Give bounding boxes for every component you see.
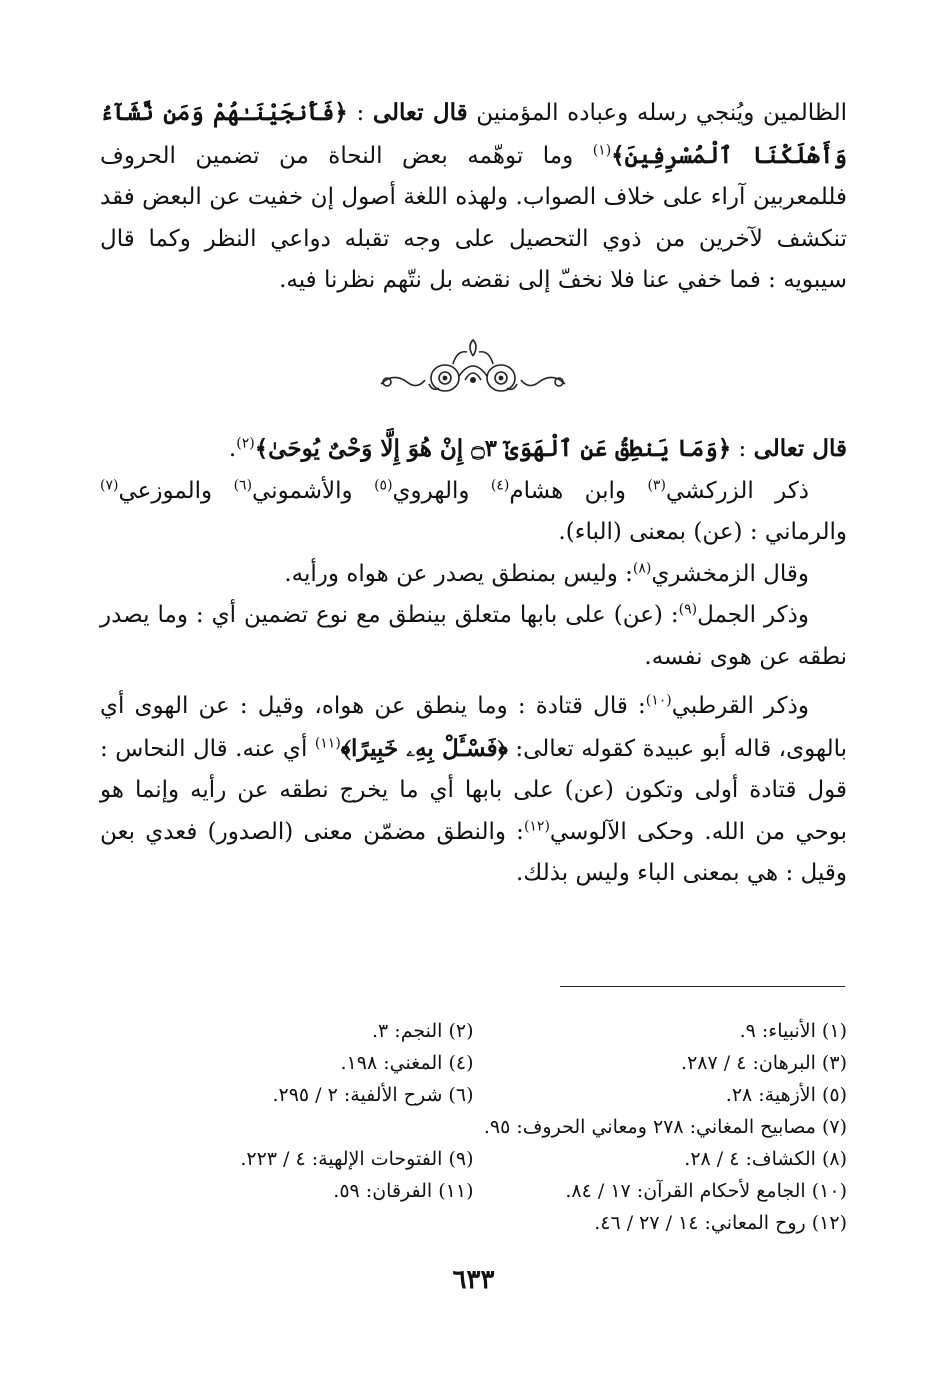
footnote-row xyxy=(100,1015,847,1047)
text-run: : xyxy=(731,436,754,462)
text-run: والموزعي xyxy=(118,477,234,504)
main-discussion xyxy=(100,428,847,895)
verse-line xyxy=(100,428,847,471)
ornament-divider xyxy=(373,336,573,400)
footnote-row xyxy=(100,1079,847,1111)
footnote: (٥) الأزهية: ٢٨. xyxy=(725,1084,847,1106)
quran-verse: ﴿فَسْـَٔلْ بِهِۦ خَبِيرًا﴾ xyxy=(340,734,508,762)
footnote: (٣) البرهان: ٤ / ٢٨٧. xyxy=(681,1052,847,1074)
text-run: : قال قتادة : وما ينطق عن هواه، وقيل : عن الهوى أي بالهوى، قاله أبو عبيدة كقوله تعالى: xyxy=(100,693,847,762)
text-run: : وليس بمنطق يصدر عن هواه ورأيه. xyxy=(284,560,633,587)
footnote-ref: (١) xyxy=(592,141,612,158)
paragraph xyxy=(100,686,847,895)
footnote: (١١) الفرقان: ٥٩. xyxy=(333,1180,474,1202)
footnote-ref: (٥) xyxy=(374,476,393,493)
text-run: : والنطق مضمّن معنى (الصدور) فعدي بعن وقيل : هي بمعنى الباء وليس بذلك. xyxy=(100,818,847,886)
text-run: : xyxy=(347,100,373,126)
footnote-ref: (١١) xyxy=(314,734,341,751)
footnote-ref: (٤) xyxy=(490,476,510,493)
footnote-ref: (١٠) xyxy=(645,692,672,709)
footnote: (٤) المغني: ١٩٨. xyxy=(340,1052,474,1074)
footnote: (٧) مصابيح المغاني: ٢٧٨ ومعاني الحروف: ٩٥. xyxy=(483,1116,847,1138)
footnote: (١٢) روح المعاني: ١٤ / ٢٧ / ٤٦. xyxy=(594,1212,847,1234)
footnote-ref: (٦) xyxy=(233,476,253,493)
footnote-ref: (٨) xyxy=(632,559,652,576)
opening-paragraph xyxy=(100,92,847,302)
footnote-ref: (٧) xyxy=(100,476,119,493)
footnote: (١٠) الجامع لأحكام القرآن: ١٧ / ٨٤. xyxy=(565,1180,847,1202)
text-run: وما توهّمه بعض النحاة من تضمين الحروف فللمعربين آراء على خلاف الصواب. ولهذه اللغة أصول إن خفيت عن البعض فقد تنكشف لآخرين من ذوي التحصيل على وجه تقبله دواعي النظر وكما قال سيبويه : فما خفي عنا فلا نخفّ إلى نقضه بل نتّهم نظرنا فيه. xyxy=(100,142,847,293)
footnote-separator xyxy=(560,986,845,987)
text-run: . xyxy=(228,436,237,462)
text-run: وذكر الجمل xyxy=(697,602,809,628)
bold-heading-run: قال تعالى xyxy=(753,435,847,462)
text-run: وابن هشام xyxy=(509,477,648,504)
footnote-ref: (٩) xyxy=(678,601,698,618)
footnote-ref: (١٢) xyxy=(523,817,550,834)
page-number: ٦٣٣ xyxy=(452,1265,495,1295)
text-run: وذكر القرطبي xyxy=(671,693,809,719)
paragraph xyxy=(100,554,847,596)
footnote-ref: (٢) xyxy=(236,435,255,452)
text-run: : (عن) على بابها متعلق بينطق مع نوع تضمين أي : وما يصدر نطقه عن هوى نفسه. xyxy=(100,602,847,670)
footnote-row xyxy=(100,1111,847,1143)
footnotes xyxy=(100,1015,847,1239)
footnote: (٨) الكشاف: ٤ / ٢٨. xyxy=(684,1148,847,1170)
paragraph xyxy=(100,595,847,678)
paragraph xyxy=(100,471,847,554)
text-run: والرماني : (عن) بمعنى (الباء). xyxy=(558,519,847,545)
footnote-row xyxy=(100,1207,847,1239)
text-run: أي عنه. قال النحاس : قول قتادة أولى وتكون (عن) على بابها أي ما يخرج نطقه عن رأيه وإنما هو بوحي من الله. وحكى الآلوسي xyxy=(100,735,848,845)
quran-verse: ﴿وَمَا يَنطِقُ عَنِ ٱلْهَوَىٰٓ ۝٣ إِنْ هُوَ إِلَّا وَحْىٌ يُوحَىٰ﴾ xyxy=(254,435,732,462)
footnote-row xyxy=(100,1143,847,1175)
footnote: (٩) الفتوحات الإلهية: ٤ / ٢٢٣. xyxy=(240,1148,474,1170)
text-run: الظالمين ويُنجي رسله وعباده المؤمنين xyxy=(467,100,848,126)
footnote-row xyxy=(100,1047,847,1079)
footnote: (١) الأنبياء: ٩. xyxy=(739,1020,847,1042)
footnote: (٢) النجم: ٣. xyxy=(371,1020,474,1042)
text-run: ذكر الزركشي xyxy=(665,477,810,504)
footnote: (٦) شرح الألفية: ٢ / ٢٩٥. xyxy=(272,1084,474,1106)
bold-heading-run: قال تعالى xyxy=(372,99,468,126)
footnote-row xyxy=(100,1175,847,1207)
footnote-ref: (٣) xyxy=(647,476,666,493)
text-run: والأشموني xyxy=(252,477,375,504)
paragraph xyxy=(100,92,847,302)
quran-verse: ﴿فَأَنجَيْنَـٰهُمْ وَمَن نَّشَآءُ وَأَهْلَكْنَا ٱلْمُسْرِفِينَ﴾ xyxy=(100,99,847,169)
text-run: والهروي xyxy=(392,477,491,504)
text-run: وقال الزمخشري xyxy=(651,560,809,587)
